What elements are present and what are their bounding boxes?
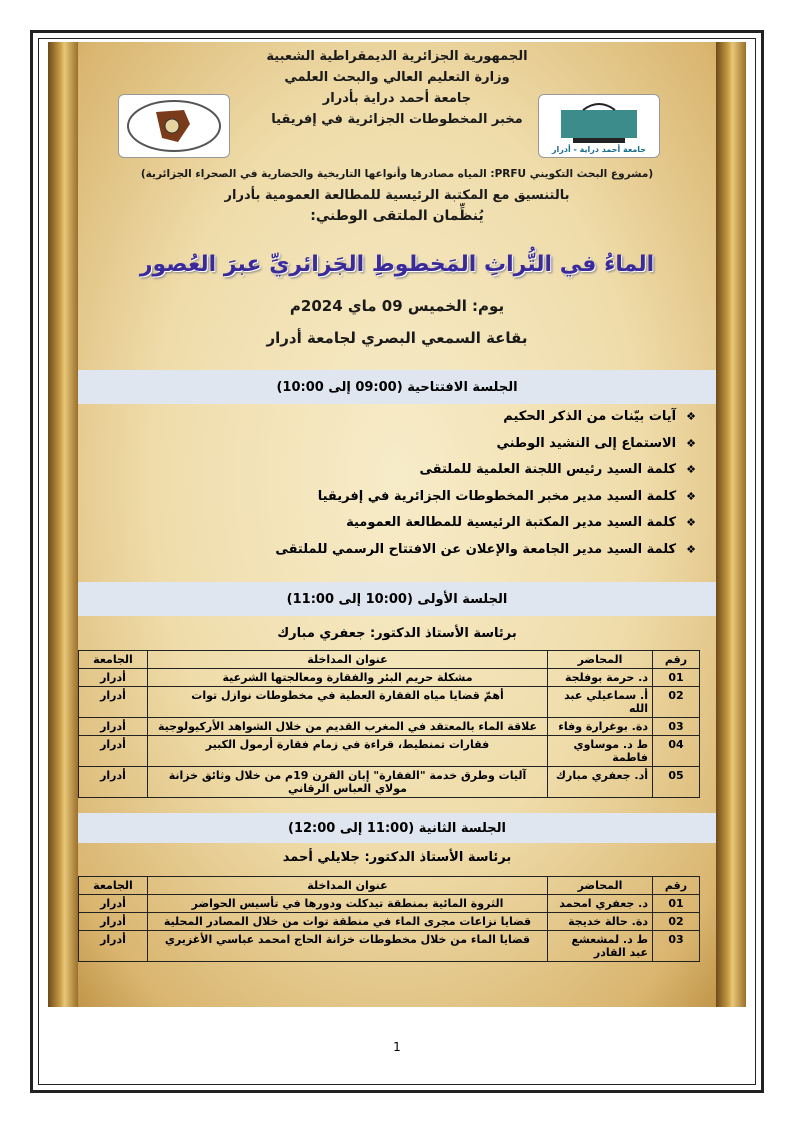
list-item: ❖كلمة السيد مدير مخبر المخطوطات الجزائرية في إفريقيا [317,488,696,504]
university-logo-text: جامعة أحمد دراية - أدرار [551,145,647,154]
list-item: ❖كلمة السيد مدير المكتبة الرئيسية للمطالعة العمومية [346,515,696,530]
col-header-title: عنوان المداخلة [148,877,548,895]
header-line-5: (مشروع البحث التكويني PRFU: المياه مصادرها وأنواعها التاريخية والحضارية في الصحراء الجزائرية) [140,168,654,180]
diamond-bullet-icon: ❖ [686,463,696,476]
session1-chair: برئاسة الأستاذ الدكتور: جعفري مبارك [277,626,517,641]
header-line-2: وزارة التعليم العالي والبحث العلمي [284,70,510,85]
session2-title: الجلسة الثانية (11:00 إلى 12:00) [78,813,716,843]
opening-items-list [275,404,696,563]
table-row: 03 ط د. لمشعشع عبد القادر قضايا الماء من خلال مخطوطات خزانة الحاج امحمد عباسي الأغزيري أدرار [79,931,700,962]
diamond-bullet-icon: ❖ [686,410,696,423]
scroll-roll-right [716,42,746,1007]
scroll-roll-left [48,42,78,1007]
page-content [78,42,716,1007]
session2-chair: برئاسة الأستاذ الدكتور: جلايلي أحمد [282,850,512,865]
col-header-num: رقم [653,877,700,895]
page-number: 1 [393,1040,401,1054]
diamond-bullet-icon: ❖ [686,516,696,529]
university-logo [538,94,660,158]
event-date: يوم: الخميس 09 ماي 2024م [289,297,505,315]
table-row: 05 أد. جعفري مبارك آليات وطرق خدمة "الفقارة" إبان القرن 19م من خلال وثائق خزانة مولاي العباس الرقاني أدرار [79,767,700,798]
list-item: ❖آيات بيّنات من الذكر الحكيم [503,409,696,424]
diamond-bullet-icon: ❖ [686,436,696,450]
session1-table [78,650,700,798]
session2-table [78,876,700,962]
diamond-bullet-icon: ❖ [686,542,696,556]
header-line-1: الجمهورية الجزائرية الديمقراطية الشعبية [266,49,528,64]
opening-session-title: الجلسة الافتتاحية (09:00 إلى 10:00) [78,370,716,404]
col-header-num: رقم [653,651,700,669]
col-header-university: الجامعة [79,651,148,669]
session1-title: الجلسة الأولى (10:00 إلى 11:00) [78,582,716,616]
lab-seal-logo [118,94,230,158]
col-header-university: الجامعة [79,877,148,895]
header-line-3: جامعة أحمد دراية بأدرار [322,91,472,106]
table-row: 02 دة. حالة خديجة قضايا نزاعات مجرى الماء في منطقة توات من خلال المصادر المحلية أدرار [79,913,700,931]
table-row: 03 دة. بوغرارة وفاء علاقة الماء بالمعتقد في المغرب القديم من خلال الشواهد الأركيولوجية أدرار [79,718,700,736]
list-item: ❖الاستماع إلى النشيد الوطني [496,435,696,451]
event-venue: بقاعة السمعي البصري لجامعة أدرار [266,329,528,347]
col-header-speaker: المحاضر [548,877,653,895]
header-line-6: بالتنسيق مع المكتبة الرئيسية للمطالعة العمومية بأدرار [224,188,570,203]
event-title: الماءُ في التُّراثِ المَخطوطِ الجَزائريِّ عبرَ العُصور [139,252,655,277]
table-row: 02 أ. سماعيلي عبد الله أهمّ قضايا مياه الفقارة العطية في مخطوطات نوازل توات أدرار [79,687,700,718]
table-row: 01 د. جعفري امحمد الثروة المائية بمنطقة تيدكلت ودورها في تأسيس الحواضر أدرار [79,895,700,913]
col-header-speaker: المحاضر [548,651,653,669]
header-line-7: يُنظِّمان الملتقى الوطني: [310,208,484,224]
diamond-bullet-icon: ❖ [686,489,696,503]
col-header-title: عنوان المداخلة [148,651,548,669]
table-row: 04 ط د. موساوي فاطمة فقارات تمنطيط، قراءة في زمام فقارة أرمول الكبير أدرار [79,736,700,767]
list-item: ❖كلمة السيد رئيس اللجنة العلمية للملتقى [419,462,696,477]
list-item: ❖كلمة السيد مدير الجامعة والإعلان عن الافتتاح الرسمي للملتقى [275,541,696,557]
header-line-4: مخبر المخطوطات الجزائرية في إفريقيا [271,112,523,127]
table-row: 01 د. حرمة بوفلجة مشكلة حريم البئر والفقارة ومعالجتها الشرعية أدرار [79,669,700,687]
